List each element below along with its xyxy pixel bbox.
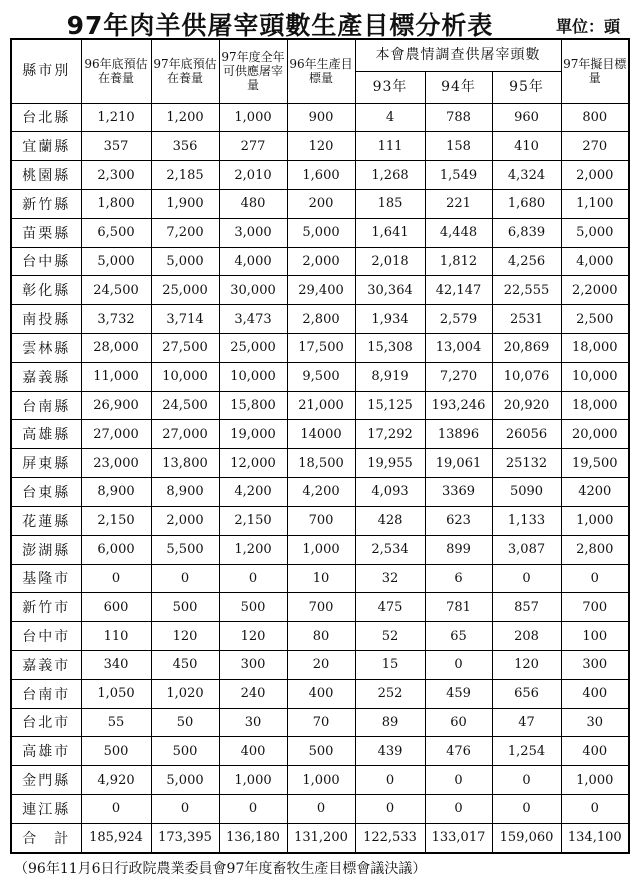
value-cell: 1,000 (287, 766, 355, 795)
value-cell: 32 (355, 564, 425, 593)
total-cell: 122,533 (355, 823, 425, 853)
value-cell: 4,448 (425, 218, 492, 247)
value-cell: 5,000 (287, 218, 355, 247)
value-cell: 480 (219, 189, 287, 218)
value-cell: 500 (287, 737, 355, 766)
value-cell: 4,000 (561, 247, 629, 276)
value-cell: 2531 (492, 305, 561, 334)
value-cell: 24,500 (151, 391, 219, 420)
value-cell: 1,268 (355, 161, 425, 190)
value-cell: 11,000 (81, 362, 151, 391)
value-cell: 0 (219, 564, 287, 593)
value-cell: 2,150 (81, 506, 151, 535)
value-cell: 1,934 (355, 305, 425, 334)
value-cell: 4,000 (219, 247, 287, 276)
value-cell: 1,050 (81, 679, 151, 708)
value-cell: 0 (425, 650, 492, 679)
value-cell: 13,800 (151, 449, 219, 478)
value-cell: 0 (355, 766, 425, 795)
header-96-stock: 96年底預估在養量 (81, 39, 151, 103)
value-cell: 111 (355, 132, 425, 161)
county-cell: 桃園縣 (11, 161, 81, 190)
total-cell: 131,200 (287, 823, 355, 853)
value-cell: 29,400 (287, 276, 355, 305)
value-cell: 89 (355, 708, 425, 737)
value-cell: 20,920 (492, 391, 561, 420)
header-year-94: 94年 (425, 71, 492, 103)
county-cell: 花蓮縣 (11, 506, 81, 535)
value-cell: 476 (425, 737, 492, 766)
value-cell: 356 (151, 132, 219, 161)
value-cell: 25,000 (151, 276, 219, 305)
value-cell: 27,500 (151, 334, 219, 363)
value-cell: 0 (81, 564, 151, 593)
value-cell: 4,200 (287, 478, 355, 507)
value-cell: 1,000 (219, 766, 287, 795)
value-cell: 4,920 (81, 766, 151, 795)
value-cell: 17,500 (287, 334, 355, 363)
value-cell: 1,680 (492, 189, 561, 218)
table-row (11, 391, 629, 420)
value-cell: 18,500 (287, 449, 355, 478)
county-cell: 基隆市 (11, 564, 81, 593)
value-cell: 6,839 (492, 218, 561, 247)
value-cell: 0 (425, 795, 492, 824)
county-cell: 南投縣 (11, 305, 81, 334)
value-cell: 10,000 (151, 362, 219, 391)
value-cell: 13896 (425, 420, 492, 449)
value-cell: 50 (151, 708, 219, 737)
value-cell: 27,000 (151, 420, 219, 449)
value-cell: 5,500 (151, 535, 219, 564)
value-cell: 4200 (561, 478, 629, 507)
value-cell: 500 (219, 593, 287, 622)
value-cell: 800 (561, 103, 629, 132)
value-cell: 1,000 (287, 535, 355, 564)
table-row (11, 305, 629, 334)
value-cell: 15,125 (355, 391, 425, 420)
county-cell: 台北縣 (11, 103, 81, 132)
county-cell: 嘉義縣 (11, 362, 81, 391)
livestock-target-table (10, 38, 630, 854)
value-cell: 1,641 (355, 218, 425, 247)
value-cell: 1,600 (287, 161, 355, 190)
county-cell: 屏東縣 (11, 449, 81, 478)
value-cell: 5,000 (151, 766, 219, 795)
county-cell: 台北市 (11, 708, 81, 737)
value-cell: 25,000 (219, 334, 287, 363)
header-year-95: 95年 (492, 71, 561, 103)
value-cell: 2,018 (355, 247, 425, 276)
value-cell: 6 (425, 564, 492, 593)
table-row (11, 334, 629, 363)
value-cell: 2,2000 (561, 276, 629, 305)
table-row (11, 362, 629, 391)
value-cell: 500 (151, 737, 219, 766)
value-cell: 2,010 (219, 161, 287, 190)
value-cell: 65 (425, 622, 492, 651)
value-cell: 8,919 (355, 362, 425, 391)
value-cell: 15,308 (355, 334, 425, 363)
value-cell: 450 (151, 650, 219, 679)
table-row (11, 650, 629, 679)
total-row (11, 823, 629, 853)
county-cell: 苗栗縣 (11, 218, 81, 247)
value-cell: 0 (425, 766, 492, 795)
page-title: 97年肉羊供屠宰頭數生產目標分析表 (66, 11, 494, 40)
value-cell: 30,364 (355, 276, 425, 305)
value-cell: 4,256 (492, 247, 561, 276)
value-cell: 600 (81, 593, 151, 622)
value-cell: 656 (492, 679, 561, 708)
value-cell: 0 (492, 795, 561, 824)
value-cell: 158 (425, 132, 492, 161)
value-cell: 13,004 (425, 334, 492, 363)
value-cell: 25132 (492, 449, 561, 478)
value-cell: 42,147 (425, 276, 492, 305)
value-cell: 22,555 (492, 276, 561, 305)
value-cell: 70 (287, 708, 355, 737)
value-cell: 2,185 (151, 161, 219, 190)
value-cell: 12,000 (219, 449, 287, 478)
value-cell: 2,534 (355, 535, 425, 564)
value-cell: 19,500 (561, 449, 629, 478)
table-row (11, 132, 629, 161)
value-cell: 8,900 (151, 478, 219, 507)
value-cell: 1,000 (561, 506, 629, 535)
value-cell: 5,000 (151, 247, 219, 276)
value-cell: 0 (219, 795, 287, 824)
value-cell: 410 (492, 132, 561, 161)
value-cell: 3369 (425, 478, 492, 507)
value-cell: 8,900 (81, 478, 151, 507)
table-row (11, 478, 629, 507)
total-cell: 173,395 (151, 823, 219, 853)
value-cell: 19,061 (425, 449, 492, 478)
value-cell: 0 (492, 766, 561, 795)
value-cell: 21,000 (287, 391, 355, 420)
value-cell: 19,955 (355, 449, 425, 478)
total-cell: 159,060 (492, 823, 561, 853)
value-cell: 428 (355, 506, 425, 535)
value-cell: 110 (81, 622, 151, 651)
county-cell: 台中市 (11, 622, 81, 651)
value-cell: 788 (425, 103, 492, 132)
value-cell: 1,254 (492, 737, 561, 766)
value-cell: 1,549 (425, 161, 492, 190)
value-cell: 475 (355, 593, 425, 622)
value-cell: 2,000 (561, 161, 629, 190)
table-row (11, 593, 629, 622)
county-cell: 彰化縣 (11, 276, 81, 305)
value-cell: 0 (81, 795, 151, 824)
value-cell: 1,000 (561, 766, 629, 795)
value-cell: 100 (561, 622, 629, 651)
value-cell: 120 (151, 622, 219, 651)
value-cell: 2,800 (561, 535, 629, 564)
value-cell: 2,500 (561, 305, 629, 334)
value-cell: 1,200 (151, 103, 219, 132)
value-cell: 400 (561, 737, 629, 766)
value-cell: 120 (287, 132, 355, 161)
value-cell: 18,000 (561, 334, 629, 363)
total-cell: 133,017 (425, 823, 492, 853)
value-cell: 0 (151, 564, 219, 593)
table-row (11, 189, 629, 218)
value-cell: 4,200 (219, 478, 287, 507)
value-cell: 2,800 (287, 305, 355, 334)
table-row (11, 795, 629, 824)
value-cell: 6,000 (81, 535, 151, 564)
value-cell: 7,200 (151, 218, 219, 247)
value-cell: 1,000 (219, 103, 287, 132)
value-cell: 277 (219, 132, 287, 161)
value-cell: 899 (425, 535, 492, 564)
value-cell: 700 (561, 593, 629, 622)
county-cell: 雲林縣 (11, 334, 81, 363)
county-cell: 台南市 (11, 679, 81, 708)
value-cell: 0 (287, 795, 355, 824)
value-cell: 439 (355, 737, 425, 766)
unit-label: 單位：頭 (555, 17, 620, 36)
table-row (11, 218, 629, 247)
value-cell: 2,000 (287, 247, 355, 276)
county-cell: 高雄縣 (11, 420, 81, 449)
value-cell: 60 (425, 708, 492, 737)
footnote: （96年11月6日行政院農業委員會97年度畜牧生產目標會議決議） (14, 861, 427, 877)
value-cell: 2,000 (151, 506, 219, 535)
county-cell: 新竹市 (11, 593, 81, 622)
total-cell: 185,924 (81, 823, 151, 853)
table-row (11, 276, 629, 305)
value-cell: 3,714 (151, 305, 219, 334)
county-cell: 連江縣 (11, 795, 81, 824)
value-cell: 0 (355, 795, 425, 824)
value-cell: 900 (287, 103, 355, 132)
value-cell: 1,020 (151, 679, 219, 708)
value-cell: 7,270 (425, 362, 492, 391)
value-cell: 1,100 (561, 189, 629, 218)
value-cell: 5,000 (81, 247, 151, 276)
value-cell: 0 (561, 795, 629, 824)
value-cell: 120 (219, 622, 287, 651)
value-cell: 5,000 (561, 218, 629, 247)
value-cell: 15 (355, 650, 425, 679)
value-cell: 960 (492, 103, 561, 132)
value-cell: 52 (355, 622, 425, 651)
value-cell: 9,500 (287, 362, 355, 391)
value-cell: 18,000 (561, 391, 629, 420)
value-cell: 19,000 (219, 420, 287, 449)
value-cell: 24,500 (81, 276, 151, 305)
header-survey-group: 本會農情調查供屠宰頭數 (355, 39, 561, 71)
value-cell: 185 (355, 189, 425, 218)
table-row (11, 506, 629, 535)
value-cell: 240 (219, 679, 287, 708)
value-cell: 221 (425, 189, 492, 218)
value-cell: 252 (355, 679, 425, 708)
value-cell: 10,076 (492, 362, 561, 391)
value-cell: 17,292 (355, 420, 425, 449)
value-cell: 700 (287, 506, 355, 535)
county-cell: 台東縣 (11, 478, 81, 507)
value-cell: 300 (219, 650, 287, 679)
header-year-93: 93年 (355, 71, 425, 103)
value-cell: 10 (287, 564, 355, 593)
county-cell: 台中縣 (11, 247, 81, 276)
value-cell: 20,000 (561, 420, 629, 449)
value-cell: 300 (561, 650, 629, 679)
total-cell: 136,180 (219, 823, 287, 853)
value-cell: 3,000 (219, 218, 287, 247)
header-97-supply: 97年度全年可供應屠宰量 (219, 39, 287, 103)
county-cell: 宜蘭縣 (11, 132, 81, 161)
table-row (11, 535, 629, 564)
value-cell: 781 (425, 593, 492, 622)
value-cell: 5090 (492, 478, 561, 507)
value-cell: 4 (355, 103, 425, 132)
value-cell: 20 (287, 650, 355, 679)
value-cell: 10,000 (561, 362, 629, 391)
value-cell: 1,210 (81, 103, 151, 132)
table-row (11, 420, 629, 449)
table-row (11, 103, 629, 132)
value-cell: 2,150 (219, 506, 287, 535)
value-cell: 20,869 (492, 334, 561, 363)
value-cell: 26,900 (81, 391, 151, 420)
value-cell: 30 (219, 708, 287, 737)
value-cell: 2,579 (425, 305, 492, 334)
header-96-target: 96年生產目標量 (287, 39, 355, 103)
value-cell: 700 (287, 593, 355, 622)
county-cell: 新竹縣 (11, 189, 81, 218)
value-cell: 55 (81, 708, 151, 737)
value-cell: 500 (151, 593, 219, 622)
value-cell: 1,812 (425, 247, 492, 276)
county-cell: 高雄市 (11, 737, 81, 766)
value-cell: 28,000 (81, 334, 151, 363)
value-cell: 3,087 (492, 535, 561, 564)
header-97-stock: 97年底預估在養量 (151, 39, 219, 103)
total-cell: 134,100 (561, 823, 629, 853)
value-cell: 3,732 (81, 305, 151, 334)
value-cell: 2,300 (81, 161, 151, 190)
value-cell: 47 (492, 708, 561, 737)
value-cell: 15,800 (219, 391, 287, 420)
table-row (11, 737, 629, 766)
county-cell: 台南縣 (11, 391, 81, 420)
value-cell: 340 (81, 650, 151, 679)
value-cell: 400 (287, 679, 355, 708)
value-cell: 200 (287, 189, 355, 218)
table-row (11, 247, 629, 276)
value-cell: 30 (561, 708, 629, 737)
value-cell: 400 (561, 679, 629, 708)
value-cell: 14000 (287, 420, 355, 449)
county-cell: 嘉義市 (11, 650, 81, 679)
value-cell: 400 (219, 737, 287, 766)
value-cell: 857 (492, 593, 561, 622)
value-cell: 10,000 (219, 362, 287, 391)
table-row (11, 449, 629, 478)
table-row (11, 708, 629, 737)
table-row (11, 161, 629, 190)
value-cell: 23,000 (81, 449, 151, 478)
value-cell: 459 (425, 679, 492, 708)
value-cell: 120 (492, 650, 561, 679)
value-cell: 357 (81, 132, 151, 161)
value-cell: 0 (151, 795, 219, 824)
value-cell: 30,000 (219, 276, 287, 305)
value-cell: 4,093 (355, 478, 425, 507)
value-cell: 26056 (492, 420, 561, 449)
value-cell: 0 (561, 564, 629, 593)
value-cell: 0 (492, 564, 561, 593)
table-row (11, 622, 629, 651)
value-cell: 500 (81, 737, 151, 766)
county-cell: 金門縣 (11, 766, 81, 795)
value-cell: 270 (561, 132, 629, 161)
header-county: 縣市別 (11, 39, 81, 103)
total-label: 合 計 (11, 823, 81, 853)
value-cell: 3,473 (219, 305, 287, 334)
value-cell: 6,500 (81, 218, 151, 247)
value-cell: 1,133 (492, 506, 561, 535)
value-cell: 208 (492, 622, 561, 651)
value-cell: 27,000 (81, 420, 151, 449)
table-row (11, 679, 629, 708)
value-cell: 623 (425, 506, 492, 535)
header-97-plan: 97年擬目標量 (561, 39, 629, 103)
value-cell: 80 (287, 622, 355, 651)
county-cell: 澎湖縣 (11, 535, 81, 564)
value-cell: 1,900 (151, 189, 219, 218)
table-row (11, 564, 629, 593)
value-cell: 193,246 (425, 391, 492, 420)
value-cell: 1,800 (81, 189, 151, 218)
table-row (11, 766, 629, 795)
value-cell: 1,200 (219, 535, 287, 564)
value-cell: 4,324 (492, 161, 561, 190)
